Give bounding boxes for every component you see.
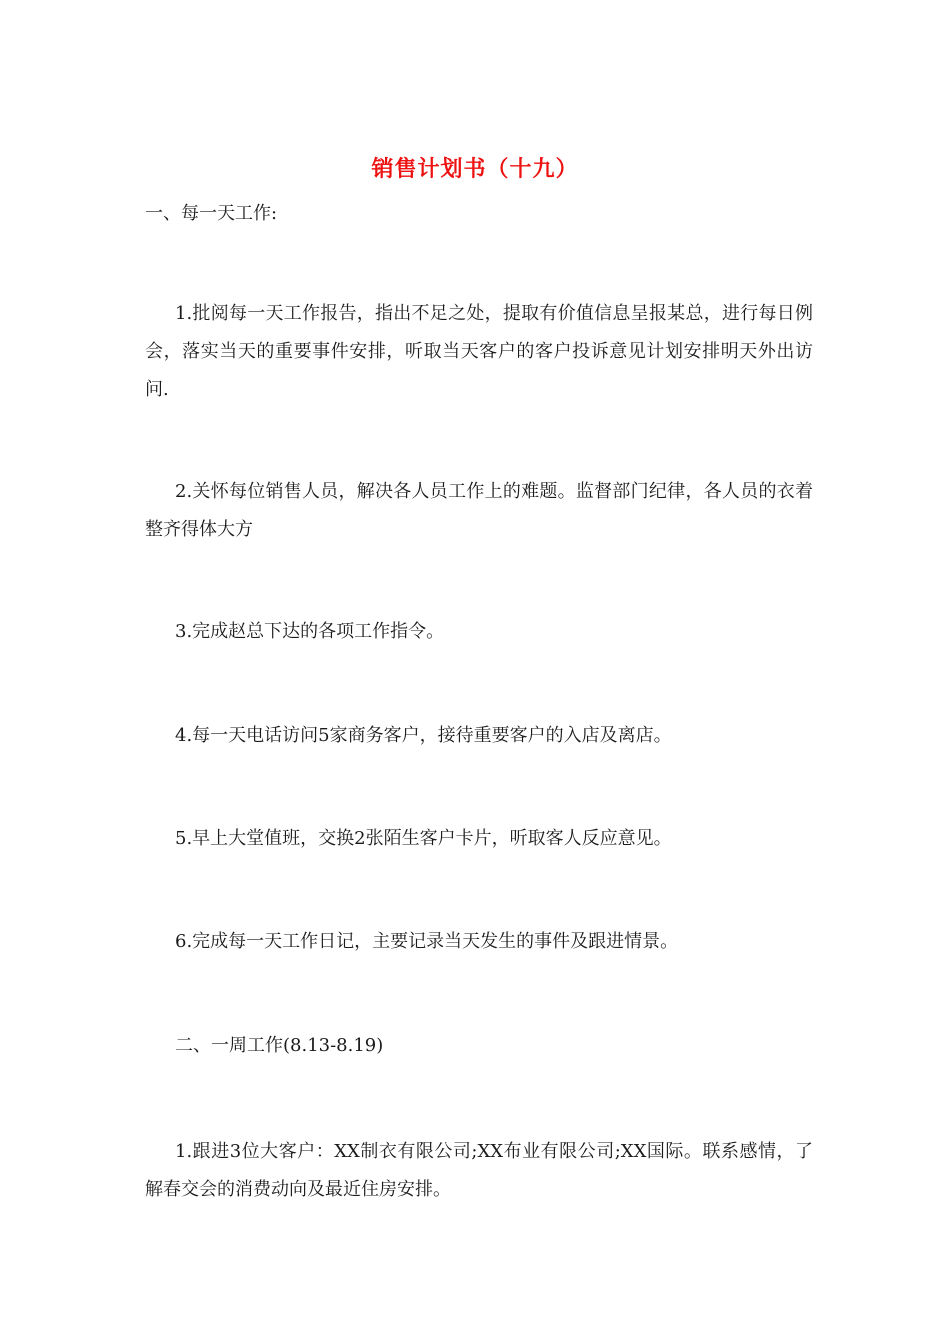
daily-item-4: 4.每一天电话访问5家商务客户，接待重要客户的入店及离店。 <box>175 725 672 746</box>
daily-item-2: 2.关怀每位销售人员，解决各人员工作上的难题。监督部门纪律，各人员的衣着整齐得体大方 <box>145 481 813 540</box>
daily-item-3: 3.完成赵总下达的各项工作指令。 <box>175 621 445 642</box>
daily-item-5: 5.早上大堂值班，交换2张陌生客户卡片，听取客人反应意见。 <box>175 828 672 849</box>
document-title: 销售计划书（十九） <box>371 157 579 182</box>
daily-item-1: 1.批阅每一天工作报告，指出不足之处，提取有价值信息呈报某总，进行每日例会，落实当天的重要事件安排，听取当天客户的客户投诉意见计划安排明天外出访问. <box>145 303 813 400</box>
section-heading-weekly: 二、一周工作(8.13-8.19) <box>175 1035 384 1056</box>
daily-item-6: 6.完成每一天工作日记，主要记录当天发生的事件及跟进情景。 <box>175 931 679 952</box>
section-heading-daily: 一、每一天工作: <box>145 203 278 224</box>
weekly-item-1: 1.跟进3位大客户：XX制衣有限公司;XX布业有限公司;XX国际。联系感情，了解春交会的消费动向及最近住房安排。 <box>145 1141 813 1200</box>
